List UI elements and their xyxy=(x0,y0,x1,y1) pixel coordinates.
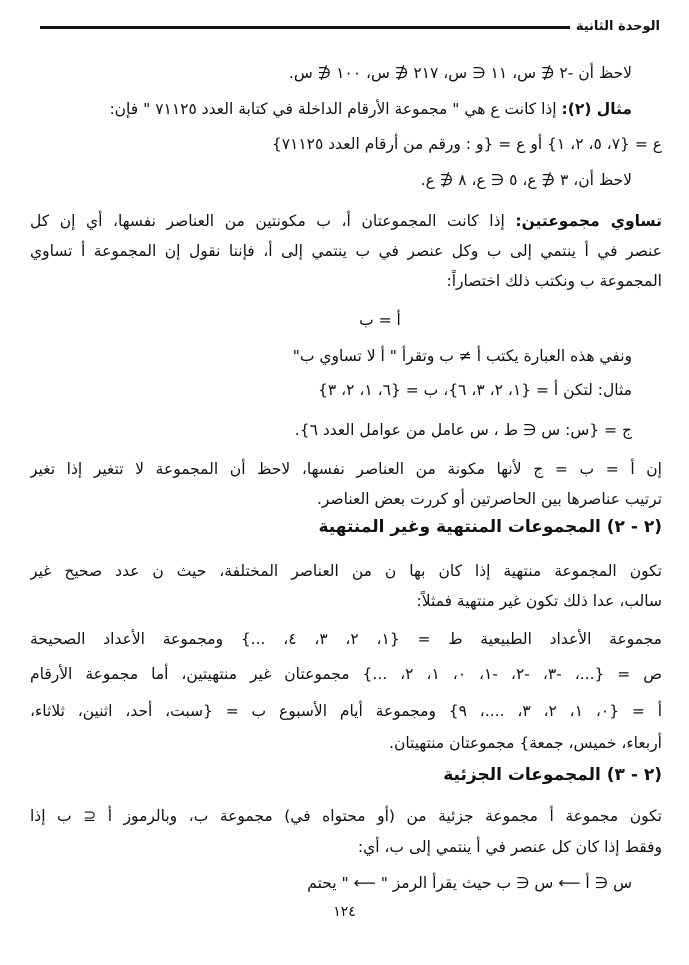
paragraph-line: ص = {...، -٣، -٢، -١، ٠، ١، ٢، ...} مجموعتان غير منتهيتين، أما مجموعة الأرقام xyxy=(30,665,662,683)
negation-line: ونفي هذه العبارة يكتب أ ≠ ب وتقرأ " أ لا تساوي ب" xyxy=(292,347,632,365)
equality-definition-text: إذا كانت المجموعتان أ، ب مكونتين من العناصر نفسها، أي إن كل xyxy=(30,212,516,230)
paragraph-line: تكون المجموعة منتهية إذا كان بها ن من العناصر المختلفة، حيث ن عدد صحيح غير xyxy=(30,562,662,580)
paragraph-line: عنصر في أ ينتمي إلى ب وكل عنصر في ب ينتمي إلى أ، فإننا نقول إن المجموعة أ تساوي xyxy=(30,242,662,260)
section-heading: (٢ - ٢) المجموعات المنتهية وغير المنتهية xyxy=(318,517,662,537)
unit-title: الوحدة الثانية xyxy=(575,19,660,34)
note-membership: لاحظ أن -٢ ∉ س، ١١ ∈ س، ٢١٧ ∉ س، ١٠٠ ∉ س. xyxy=(288,64,632,82)
paragraph-line: المجموعة ب ونكتب ذلك اختصاراً: xyxy=(446,272,662,290)
paragraph-line: تكون مجموعة أ مجموعة جزئية من (أو محتواه في) مجموعة ب، وبالرموز أ ⊆ ب إذا xyxy=(30,807,662,825)
paragraph-line: وفقط إذا كان كل عنصر في أ ينتمي إلى ب، أي: xyxy=(357,838,662,856)
note-membership-2: لاحظ أن، ٣ ∉ ع، ٥ ∈ ع، ٨ ∉ ع. xyxy=(420,171,632,189)
paragraph-line: أربعاء، خميس، جمعة} مجموعتان منتهيتان. xyxy=(389,734,662,752)
section-heading: (٢ - ٣) المجموعات الجزئية xyxy=(443,765,662,785)
equation: أ = ب xyxy=(359,311,401,329)
example-text: إذا كانت ع هي " مجموعة الأرقام الداخلة في كتابة العدد ٧١١٢٥ " فإن: xyxy=(109,100,562,118)
set-definition: ع = {٧، ٥، ٢، ١} أو ع = {و : ورقم من أرقام العدد ٧١١٢٥} xyxy=(271,135,662,153)
header-rule xyxy=(40,26,570,29)
page-number: ١٢٤ xyxy=(333,904,356,920)
paragraph-line: إن أ = ب = ج لأنها مكونة من العناصر نفسها، لاحظ أن المجموعة لا تتغير إذا تغير xyxy=(30,460,662,478)
running-header xyxy=(40,12,660,34)
example-label: مثال (٢): xyxy=(561,100,632,118)
example-sets: مثال: لتكن أ = {١، ٢، ٣، ٦}، ب = {٦، ١، ٢، ٣} xyxy=(317,381,632,399)
paragraph-line: سالب، عدا ذلك تكون غير منتهية فمثلاً: xyxy=(416,592,662,610)
equality-definition-line xyxy=(30,210,662,232)
example-set-c: ج = {س: س ∈ ط ، س عامل من عوامل العدد ٦}. xyxy=(294,421,632,439)
paragraph-line: أ = {٠، ١، ٢، ٣، ....، ٩} ومجموعة أيام الأسبوع ب = {سبت، أحد، اثنين، ثلاثاء، xyxy=(30,702,662,720)
example-2-line xyxy=(30,98,632,120)
paragraph-line: مجموعة الأعداد الطبيعية ط = {١، ٢، ٣، ٤، ...} ومجموعة الأعداد الصحيحة xyxy=(30,630,662,648)
paragraph-line: ترتيب عناصرها بين الحاصرتين أو كررت بعض العناصر. xyxy=(316,490,662,508)
term-label: تساوي مجموعتين: xyxy=(515,212,662,230)
implication-line: س ∈ أ ⟵ س ∈ ب حيث يقرأ الرمز " ⟵ " يحتم xyxy=(307,874,632,892)
